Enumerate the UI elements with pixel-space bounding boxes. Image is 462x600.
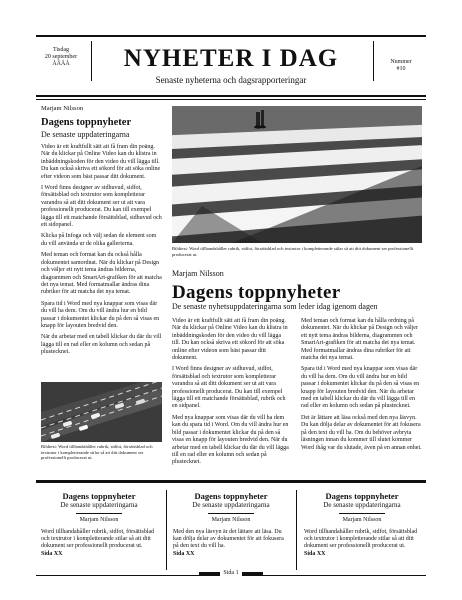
highway-photo-image [41,382,162,442]
crosswalk-photo-image [172,106,422,243]
main-story-column-1 [172,314,290,467]
left-story-deck: De senaste uppdateringarna [41,130,130,139]
left-story-body [41,144,162,357]
masthead-day: Tisdag [52,47,70,53]
masthead-date: 20 september [44,54,78,60]
bottom-story-text: Word tillhandahåller rubrik, sidfot, försättsblad och textrutor i kompletterande stilar så att ditt dokument ser professionellt producerat ut. [41,528,155,550]
bottom-story-byline: Marjam Nilsson [79,517,119,523]
left-story-paragraph: Med teman och format kan du också hålla dokumentet samordnat. När du klickar på Design och väljer ett nytt tema ändras bilderna, diagrammen och SmartArt-grafiken för att matcha det nya temat. Med formatmallar ändras dina rubriker för att matcha det nya temat. [41,252,162,296]
left-story-paragraph: I Word finns designer av sidhuvud, sidfot, försättsblad och textrutor som kompletterar varandra så att ditt dokument ser ut att vara professionellt producerat. Du kan till exempel lägga till ett matchande försättsblad, sidhuvud och ett sidopanel. [41,185,162,229]
masthead-year: ÅÅÅÅ [52,61,70,67]
masthead-date-box [38,47,84,68]
left-story-paragraph: När du arbetar med en tabell klickar du där du vill lägga till en rad eller en kolumn och sedan på plustecknet. [41,334,162,356]
page-number-label: Sida 1 [220,570,241,576]
bottom-story-text: Word tillhandahåller rubrik, sidfot, försättsblad och textrutor i kompletterande stilar så att ditt dokument ser professionellt producerat ut. [304,528,418,550]
bottom-story-2 [173,491,289,558]
bottom-story-byline: Marjam Nilsson [342,517,382,523]
bottom-story-divider [76,513,122,514]
bottom-story-deck: De senaste uppdateringarna [192,501,270,509]
page-number [0,570,462,577]
bottom-column-divider [166,490,167,570]
masthead-title: NYHETER I DAG [123,45,339,72]
bottom-story-headline: Dagens toppnyheter [62,491,136,501]
bottom-story-page-ref: Sida XX [41,550,63,557]
masthead-issue-number: #10 [396,66,406,72]
main-story-deck: De senaste nyhetsuppdateringarna som leder idag igenom dagen [172,302,378,311]
main-story-paragraph: Det är lättare att läsa också med den nya läsvyn. Du kan dölja delar av dokumentet för att fokusera på den text du vill ha. Om du behöver avbryta läsningen innan du kommer till slutet kommer Word ihåg var du slutade, även på en annan enhet. [301,414,422,451]
bottom-section-rule [36,480,426,483]
bottom-column-divider [296,490,297,570]
bottom-story-byline: Marjam Nilsson [211,517,251,523]
masthead-subtitle: Senaste nyheterna och dagsrapporteringar [155,75,307,85]
main-story-paragraph: Med teman och format kan du hålla ordning på dokumentet. När du klickar på Design och väljer ett nytt tema ändras bilderna, diagrammen och SmartArt-grafiken för att matcha det nya temat. Med formatmallar ändras dina rubriker för att matcha det nya temat. [301,318,418,362]
masthead-issue-box [379,59,423,73]
main-story-column-2 [301,314,422,452]
crosswalk-photo [172,106,422,243]
bottom-story-deck: De senaste uppdateringarna [323,501,401,509]
left-story-headline: Dagens toppnyheter [41,117,132,128]
main-story-paragraph: Video är ett kraftfullt sätt att få fram din poäng. När du klickar på Online Video kan du klistra in inbäddningskoden för den video du vill lägga till. Du kan också skriva ett sökord för att söka online efter videon som bäst passar ditt dokument. [172,318,288,362]
left-story [41,105,162,357]
masthead-bottom-rule [36,95,426,97]
bottom-story-text: Med den nya läsvyn är det lättare att läsa. Du kan dölja delar av dokumentet för att fokusera på den text du vill ha. [173,528,284,550]
bottom-story-headline: Dagens toppnyheter [325,491,399,501]
left-story-byline: Marjam Nilsson [41,105,84,112]
masthead-right-divider [373,41,374,81]
highway-photo-caption: Bildtext: Word tillhandahåller rubrik, sidfot, försättsblad och textrutor i kompletterande stilar så att ditt dokument ser professionellt producerat ut. [41,444,153,461]
masthead-top-rule [36,35,426,37]
crosswalk-photo-caption: Bildtext: Word tillhandahåller rubrik, sidfot, försättsblad och textrutor i kompletterande stilar så att ditt dokument ser professionellt producerat ut. [172,246,414,257]
left-story-paragraph: Video är ett kraftfullt sätt att få fram din poäng. När du klickar på Online Video kan du klistra in inbäddningskoden för den video du vill lägga till. Du kan också skriva ett sökord för att söka online efter videon som bäst passar ditt dokument. [41,144,161,180]
masthead-issue-label: Nummer [390,59,412,65]
main-story-paragraph: Med nya knappar som visas där du vill ha dem kan du spara tid i Word. Om du vill ändra hur en bild passar i dokumentet klickar du på den så visas en knapp för layouten bredvid den. När du arbetar med en tabell klickar du där du vill lägga till en rad eller en kolumn och sedan på plustecknet. [172,414,289,466]
main-story-headline: Dagens toppnyheter [172,282,341,303]
left-story-paragraph: Klicka på Infoga och välj sedan de element som du vill använda ur de olika gallerierna. [41,233,157,247]
bottom-story-page-ref: Sida XX [304,550,326,557]
masthead-bottom-thin-rule [36,99,426,100]
bottom-story-headline: Dagens toppnyheter [194,491,268,501]
main-story-paragraph: I Word finns designer av sidhuvud, sidfot, försättsblad och textrutor som kompletterar varandra så att ditt dokument ser ut att vara professionellt producerat. Du kan till exempel lägga till ett matchande försättsblad, rubrik och en sidpanel. [172,366,286,410]
bottom-story-deck: De senaste uppdateringarna [60,501,138,509]
bottom-story-divider [208,513,254,514]
bottom-story-1 [41,491,157,558]
main-story-byline: Marjam Nilsson [172,269,224,278]
bottom-story-3 [304,491,420,558]
bottom-story-page-ref: Sida XX [173,550,195,557]
bottom-story-divider [339,513,385,514]
main-story-paragraph: Spara tid i Word med nya knappar som visas där du vill ha dem. Om du vill ändra hur en bild passar i dokumentet klickar du på den så visas en knapp för layouten bredvid den. När du arbetar med en tabell klickar du där du vill lägga till en rad eller en kolumn och sedan på plustecknet. [301,366,420,410]
left-story-paragraph: Spara tid i Word med nya knappar som visas där du vill ha dem. Om du vill ändra hur en bild passar i dokumentet klickar du på den så visas en knapp för layouten bredvid den. [41,300,160,329]
highway-photo [41,382,162,442]
